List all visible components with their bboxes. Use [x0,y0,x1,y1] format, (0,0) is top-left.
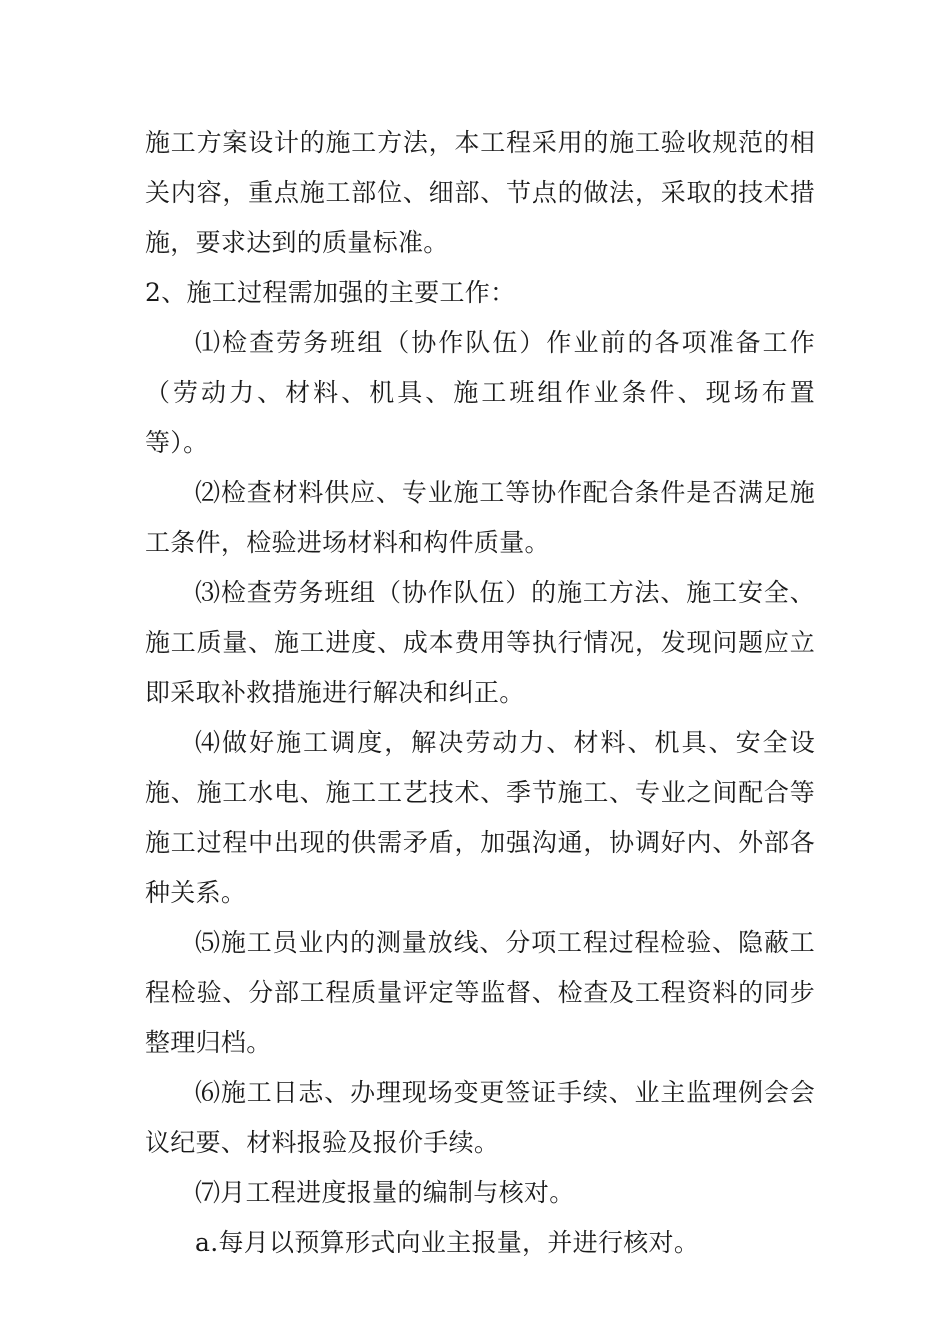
paragraph-intro: 施工方案设计的施工方法，本工程采用的施工验收规范的相关内容，重点施工部位、细部、节点的做法，采取的技术措施，要求达到的质量标准。 [145,128,815,257]
paragraph-item-3: ⑶检查劳务班组（协作队伍）的施工方法、施工安全、施工质量、施工进度、成本费用等执行情况，发现问题应立即采取补救措施进行解决和纠正。 [145,578,815,707]
paragraph-section-heading: 2、施工过程需加强的主要工作： [145,278,516,307]
paragraph-item-7: ⑺月工程进度报量的编制与核对。 [195,1178,575,1207]
paragraph-item-4: ⑷做好施工调度，解决劳动力、材料、机具、安全设施、施工水电、施工工艺技术、季节施工、专业之间配合等施工过程中出现的供需矛盾，加强沟通，协调好内、外部各种关系。 [145,728,815,907]
paragraph-item-2: ⑵检查材料供应、专业施工等协作配合条件是否满足施工条件，检验进场材料和构件质量。 [145,478,815,557]
document-body [145,118,815,1268]
paragraph-item-5: ⑸施工员业内的测量放线、分项工程过程检验、隐蔽工程检验、分部工程质量评定等监督、检查及工程资料的同步整理归档。 [145,928,815,1057]
paragraph-subitem-a: a.每月以预算形式向业主报量，并进行核对。 [195,1228,700,1257]
paragraph-item-1: ⑴检查劳务班组（协作队伍）作业前的各项准备工作（劳动力、材料、机具、施工班组作业条件、现场布置等）。 [145,328,815,457]
paragraph-item-6: ⑹施工日志、办理现场变更签证手续、业主监理例会会议纪要、材料报验及报价手续。 [145,1078,815,1157]
